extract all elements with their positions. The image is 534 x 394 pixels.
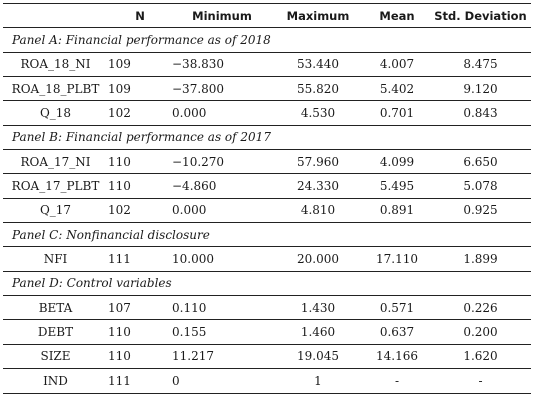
variable-name: NFI [3,247,108,271]
table-row [3,247,531,271]
n-value: 102 [108,101,172,125]
std-deviation-value: 0.843 [430,101,531,125]
table-row [3,320,531,344]
maximum-value: 4.530 [272,101,364,125]
variable-name: ROA_17_NI [3,150,108,174]
panel-title: Panel C: Nonfinancial disclosure [3,223,531,247]
mean-value: 0.571 [364,296,430,320]
variable-name: ROA_18_PLBT [3,77,108,101]
maximum-value: 20.000 [272,247,364,271]
minimum-value: 10.000 [172,247,272,271]
variable-name: ROA_18_NI [3,52,108,76]
std-deviation-value: 1.899 [430,247,531,271]
n-value: 110 [108,150,172,174]
std-deviation-value: 6.650 [430,150,531,174]
maximum-value: 1.430 [272,296,364,320]
minimum-value: −37.800 [172,77,272,101]
maximum-value: 55.820 [272,77,364,101]
panel-header-row [3,28,531,52]
table-row [3,52,531,76]
panel-title: Panel A: Financial performance as of 2018 [3,28,531,52]
maximum-value: 1 [272,369,364,393]
std-deviation-value: 8.475 [430,52,531,76]
maximum-value: 53.440 [272,52,364,76]
table-row [3,150,531,174]
mean-value: 0.891 [364,198,430,222]
n-value: 110 [108,174,172,198]
panel-title: Panel B: Financial performance as of 2017 [3,125,531,149]
panel-title: Panel D: Control variables [3,271,531,295]
std-deviation-value: 0.200 [430,320,531,344]
minimum-value: 0.110 [172,296,272,320]
variable-name: ROA_17_PLBT [3,174,108,198]
n-value: 109 [108,52,172,76]
table-row [3,344,531,368]
minimum-value: 0 [172,369,272,393]
panel-header-row [3,223,531,247]
mean-value: 5.495 [364,174,430,198]
n-value: 109 [108,77,172,101]
table-row [3,174,531,198]
header-std-deviation: Std. Deviation [430,4,531,28]
std-deviation-value: 1.620 [430,344,531,368]
table-row [3,198,531,222]
std-deviation-value: 0.226 [430,296,531,320]
mean-value: - [364,369,430,393]
std-deviation-value: 0.925 [430,198,531,222]
maximum-value: 19.045 [272,344,364,368]
mean-value: 0.637 [364,320,430,344]
n-value: 102 [108,198,172,222]
std-deviation-value: 5.078 [430,174,531,198]
variable-name: DEBT [3,320,108,344]
maximum-value: 1.460 [272,320,364,344]
variable-name: Q_17 [3,198,108,222]
minimum-value: 0.155 [172,320,272,344]
n-value: 107 [108,296,172,320]
panel-header-row [3,125,531,149]
table-row [3,369,531,393]
header-mean: Mean [364,4,430,28]
n-value: 111 [108,369,172,393]
mean-value: 4.099 [364,150,430,174]
variable-name: IND [3,369,108,393]
n-value: 111 [108,247,172,271]
header-row [3,4,531,28]
minimum-value: −4.860 [172,174,272,198]
panel-header-row [3,271,531,295]
maximum-value: 57.960 [272,150,364,174]
mean-value: 17.110 [364,247,430,271]
variable-name: BETA [3,296,108,320]
std-deviation-value: - [430,369,531,393]
mean-value: 14.166 [364,344,430,368]
n-value: 110 [108,320,172,344]
std-deviation-value: 9.120 [430,77,531,101]
header-maximum: Maximum [272,4,364,28]
table-row [3,77,531,101]
minimum-value: −38.830 [172,52,272,76]
minimum-value: 0.000 [172,101,272,125]
mean-value: 4.007 [364,52,430,76]
variable-name: Q_18 [3,101,108,125]
minimum-value: 11.217 [172,344,272,368]
mean-value: 0.701 [364,101,430,125]
maximum-value: 24.330 [272,174,364,198]
mean-value: 5.402 [364,77,430,101]
variable-name: SIZE [3,344,108,368]
table-body [3,28,531,393]
table-row [3,296,531,320]
header-variable [3,4,108,28]
minimum-value: 0.000 [172,198,272,222]
header-n: N [108,4,172,28]
maximum-value: 4.810 [272,198,364,222]
minimum-value: −10.270 [172,150,272,174]
n-value: 110 [108,344,172,368]
descriptive-statistics-table [3,3,531,394]
table-row [3,101,531,125]
header-minimum: Minimum [172,4,272,28]
